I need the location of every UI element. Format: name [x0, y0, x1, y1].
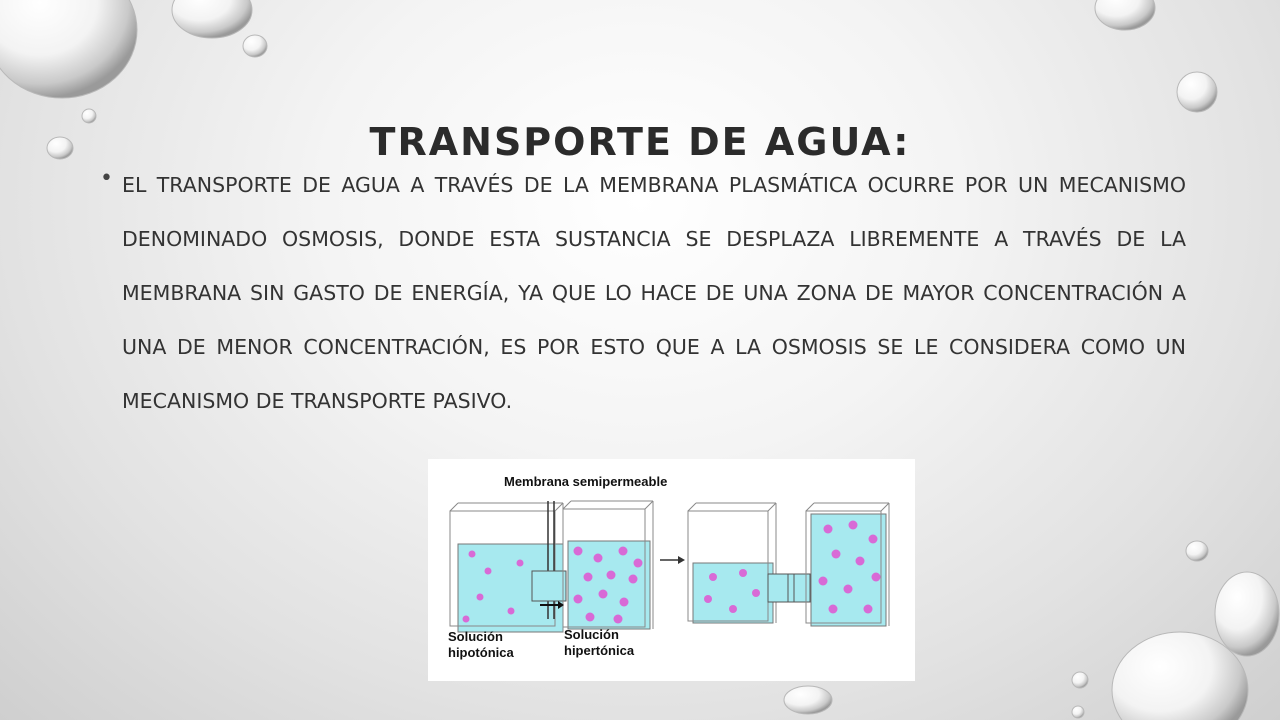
slide-title: TRANSPORTE DE AGUA: [369, 120, 911, 164]
label-hypertonic: Solución hipertónica [564, 627, 635, 658]
beaker-result-left [688, 503, 776, 623]
connecting-tube [532, 571, 566, 601]
diagram-title: Membrana semipermeable [504, 474, 668, 489]
process-arrow [660, 556, 685, 564]
osmosis-diagram [428, 459, 915, 681]
label-hypotonic: Solución hipotónica [448, 629, 514, 660]
beaker-result-right [806, 503, 889, 626]
bullet-marker: • [100, 166, 113, 191]
beaker-hypotonic [450, 503, 563, 632]
bullet-text: EL TRANSPORTE DE AGUA A TRAVÉS DE LA MEMBRANA PLASMÁTICA OCURRE POR UN MECANISMO DENOMINADO OSMOSIS, DONDE ESTA SUSTANCIA SE DESPLAZA LIBREMENTE A TRAVÉS DE LA MEMBRANA SIN GASTO DE ENERGÍA, YA QUE LO HACE DE UNA ZONA DE MAYOR CONCENTRACIÓN A UNA DE MENOR CONCENTRACIÓN, ES POR ESTO QUE A LA OSMOSIS SE LE CONSIDERA COMO UN MECANISMO DE TRANSPORTE PASIVO. [122, 173, 1186, 413]
